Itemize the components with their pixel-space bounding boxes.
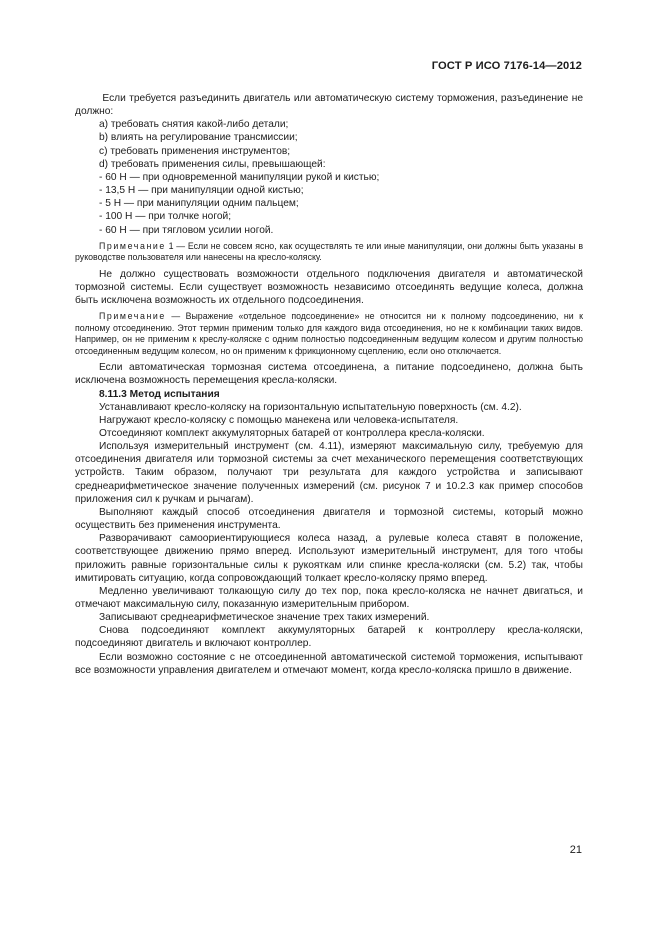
step-paragraph: Если возможно состояние с не отсоединенной автоматической системой торможения, испытывают все возможности управления двигателем и отмечают момент, когда кресло-коляска пришло в движение. (75, 651, 583, 676)
step-paragraph: Снова подсоединяют комплект аккумуляторных батарей к контроллеру кресла-коляски, подсоединяют двигатель и включают контроллер. (75, 625, 583, 650)
list-item: d) требовать применения силы, превышающей: (99, 158, 326, 170)
list-item: - 5 Н — при манипуляции одним пальцем; (99, 198, 299, 210)
list-item: c) требовать применения инструментов; (99, 145, 291, 157)
step-paragraph: Записывают среднеарифметическое значение трех таких измерений. (99, 612, 430, 624)
page-content (75, 92, 583, 677)
paragraph: Не должно существовать возможности отдельного подключения двигателя и автоматической тормозной системы. Если существует возможность независимо отсоединять ведущие колеса, должна быть исключена возможность их отдельного подсоединения. (75, 268, 583, 307)
note-label: Примечание (99, 240, 166, 251)
list-item: - 60 Н — при одновременной манипуляции рукой и кистью; (99, 171, 380, 183)
list-item: - 13,5 Н — при манипуляции одной кистью; (99, 185, 304, 197)
list-item: - 100 Н — при толчке ногой; (99, 211, 232, 223)
page-number: 21 (569, 844, 582, 856)
list-item: - 60 Н — при тягловом усилии ногой. (99, 224, 274, 236)
standard-header: ГОСТ Р ИСО 7176-14—2012 (431, 60, 582, 72)
step-paragraph: Устанавливают кресло-коляску на горизонтальную испытательную поверхность (см. 4.2). (99, 401, 522, 413)
note-text: 1 — Если не совсем ясно, как осуществлять те или иные манипуляции, они должны быть указаны в руководстве пользователя или нанесены на кресло-коляску. (75, 240, 583, 263)
step-paragraph: Отсоединяют комплект аккумуляторных батарей от контроллера кресла-коляски. (99, 427, 485, 439)
paragraph: Если автоматическая тормозная система отсоединена, а питание подсоединено, должна быть исключена возможность перемещения кресла-коляски. (75, 362, 583, 387)
paragraph (75, 92, 583, 118)
step-paragraph: Разворачивают самоориентирующиеся колеса назад, а рулевые колеса ставят в положение, соответствующее движению прямо вперед. Используют измерительный инструмент, для того чтобы приложить равные горизонтальные силы к рукояткам или спинке кресла-коляски (см. 5.2) так, чтобы имитировать ситуацию, когда сопровождающий толкает кресло-коляску прямо вперед. (75, 533, 583, 584)
note-1 (75, 241, 583, 264)
step-paragraph: Выполняют каждый способ отсоединения двигателя и тормозной системы, который можно осуществить без применения инструмента. (75, 506, 583, 532)
paragraph-text: Если требуется разъединить двигатель или автоматическую систему торможения, разъединение не должно: (75, 93, 583, 118)
requirements-list (75, 118, 583, 236)
section-title: 8.11.3 Метод испытания (99, 388, 220, 400)
note-2 (75, 311, 583, 357)
step-paragraph: Используя измерительный инструмент (см. 4.11), измеряют максимальную силу, требуемую для отсоединения двигателя или тормозной системы за счет механического перемещения соответствующих устройств. Таким образом, получают три результата для каждого устройства и записывают среднеарифметическое значение полученных измерений (см. рисунок 7 и 10.2.3 как пример способов приложения сил к ручкам и рычагам). (75, 441, 583, 505)
note-text: — Выражение «отдельное подсоединение» не относится ни к полному подсоединению, ни к полному отсоединению. Этот термин применим только для каждого вида отсоединения, но не к комбинации таких видов. Например, он не применим к креслу-коляске с одним полностью подсоединенным ведущим колесом и другим полностью отсоединенным ведущим колесом, но он применим к фрикционному сцеплению, если оно отключается. (75, 311, 583, 356)
step-paragraph: Медленно увеличивают толкающую силу до тех пор, пока кресло-коляска не начнет двигаться, и отмечают максимальную силу, показанную измерительным прибором. (75, 585, 583, 610)
step-paragraph: Нагружают кресло-коляску с помощью манекена или человека-испытателя. (99, 414, 459, 426)
note-label: Примечание (99, 311, 166, 322)
list-item: b) влиять на регулирование трансмиссии; (99, 132, 298, 144)
list-item: a) требовать снятия какой-либо детали; (99, 119, 289, 131)
test-steps (75, 401, 583, 677)
